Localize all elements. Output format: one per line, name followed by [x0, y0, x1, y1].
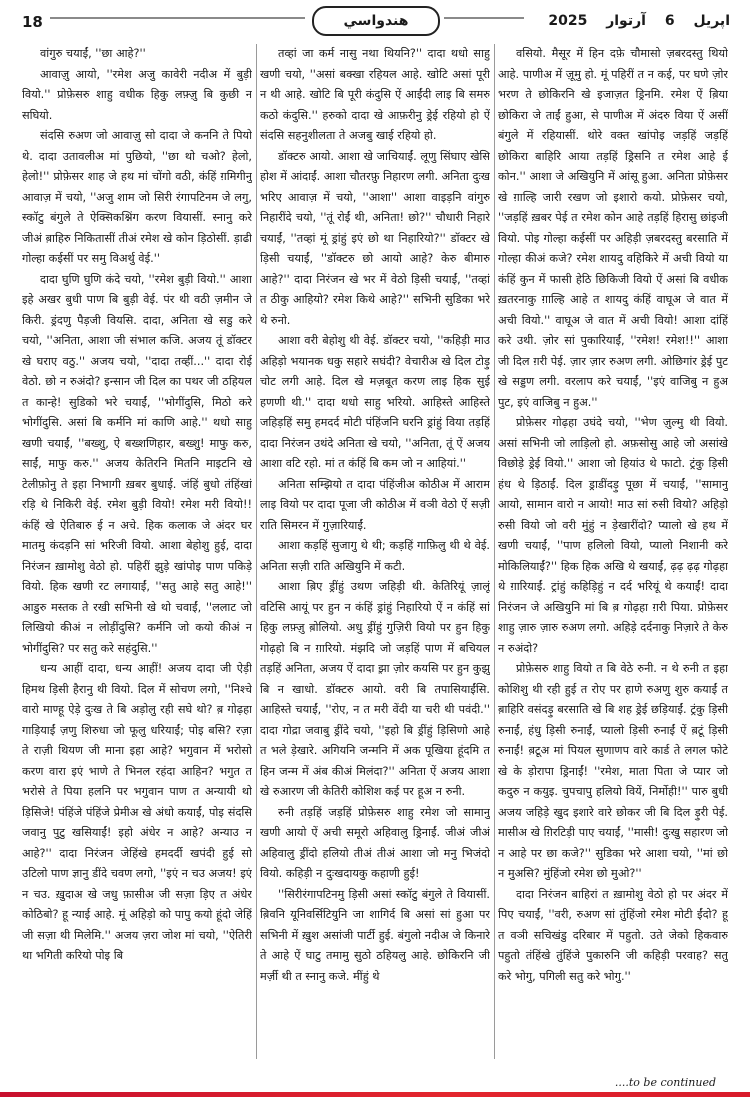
paragraph: वांगुरु चयाईं, ''छा आहे?'' [40, 47, 146, 60]
issue-year: 2025 [548, 13, 588, 29]
issue-day: آرتوار [606, 13, 646, 29]
paragraph: अनिता सम्झियो त दादा पंहिंजीअ कोठीअ में आराम लाइ वियो पर दादा पूजा जी कोठीअ में वञी वेठो ऐं सज़ी राति सिमरन में गुज़ारियाईं. [260, 477, 490, 532]
issue-date [534, 13, 730, 29]
paragraph: वसियो. मैसूर में हिन दफ़े चौमासो ज़बरदस्तु थियो आहे. पाणीअ में ज़ूमु हो. मूं पहिरीं त न कई, पर घणे ज़ोर भरण ते छोकिरनि खे इजाज़त ड्रिनमि. रमेश ऐं ब़िया छोकिरा जे ताईं हुआ, से पाणीअ में अंदरु विया ऐं असीं बंगुले में रहियासीं. थोरे वक्त खांपोइ जड़हिं जड़हिं छोकिरा बाहिरि आया तड़हिं ड्रिसनि त रमेश आहे ई कोन.'' आशा जे अखियुनि में आंसू हुआ. अनिता प्रोफ़ेसर खे ग़ाल्हि जारी रखण जो इशारो कयो. प्रोफ़ेसर चयो, ''जड़हिं ख़बर पेई त रमेश कोन आहे तड़हिं हिरासु छांइजी वियो. पोइ गोल्हा कईसीं पर अहिड़ी ज़बरदस्तु बरसाति में गोल्हा कीअं कजे? रमेश शायदु वहिकिरे में अची वियो या कंहिं कुन में फासी हेठि छिकिजी वियो ऐं असां बि वधीक ख़तरनाकु ग़ाल्हि आहे त शायदु कंहिं वाघूअ जे वात में अची वियो.'' वाघूअ जे वात में अची वियो! आशा दांहिं करे उथी. ज़ोर सां पुकारियाईं, ''रमेश! रमेश!!'' आशा जी दिल ग़री पेई. ज़ार ज़ार रुअण लगी. ओछिगांर ड्रेई पुट खे सड्डण लगी. वरलाप करे चयाईं, ''इएं वाजिबु न हुअ पुट, इएं वाजिबु न हुअ.'' [498, 47, 728, 409]
paragraph: धन्य आहीं दादा, धन्य आहीं! अजय दादा जी ऐड़ी हिमथ ड़िसी हैरानु थी वियो. दिल में सोचण लगो, ''निश्चे वारो माण्हू ऐड़े दुःख ते बि अड़ोलु रही सघे थो? ब़ गोढ़हा गाड़ियाईं ज़णु शिरुधा जो फूलु धरियाईं; पोइ बसि? रज़ा ते राज़ी थियण जी माना इहा आहे? भगुवान में भरोसो करण वारा इएं भाणे ते भिनल रहंदा आहिन? भगुत त भरोसे ते पिया हलनि पर भगुवान पाण त अन्यायी थो ड़िसिजे! पंहिंजे पंहिंजे प्रेमीअ खे अंधो कयाईं, पोइ संदसि जवानु पुटु खसियाईं! इहो अंधेर न आहे? अन्याउ न आहे?'' दादा निरंजन जेहिंखे हमदर्दी खपंदी हुई सो उटिलो पाण ज्ञानु डींदे चवण लगो, ''इएं न चउ अजय! इएं न चउ. ख़ुदाअ खे जधु फ़ासीअ जी सज़ा ड़िए त अंधेर कोठिबो? हू न्याई आहे. मूं अहिड़ो को पापु कयो हूंदो जेहिं जी सज़ा थी मिलेमि.'' अजय ज़रा जोश मां चयो, ''ऐतिरी था भगिती करियो पोइ बि [22, 662, 252, 962]
page-number: 18 [22, 13, 43, 31]
masthead-logo: هندواسي [312, 6, 440, 36]
issue-date-number: 6 [664, 13, 675, 29]
paragraph: संदसि रुअण जो आवाज़ु सो दादा जे कननि ते पियो थे. दादा उतावलीअ मां पुछियो, ''छा थो चओ? हेलो, हेलो!'' प्रोफ़ेसर शाह जे हथ मां चोंगो वठी, कंहिं ग़मिगीनु आवाज़ में चयो, ''अजु शाम जो सिरी रंगापटिनम जे लगु, स्कॉटु बंगुले ते ऐक्सिकश्निंग करण वियासीं. स्नानु करे जीअं ब़ाहिरु निकितासीं तीअं रमेश खे कोन ड़िठोसीं. ड़ाढी गोल्हा कईसीं पर समु विअर्थु वेई.'' [22, 129, 252, 265]
issue-month: اپريل [693, 13, 730, 29]
paragraph: प्रोफ़ेसर गोढ़हा उघंदे चयो, ''भेण ज़ुल्मु थी वियो. असां सभिनी जो लाड़िलो हो. अफ़सोसु आहे जो असांखे विछोड़े ड्रेई वियो.'' आशा जो हियांउ थे फाटो. ट्रंकु ड़िसी हंध थे ड़िठाईं. दिल ड्राडींदड़ु पूछा में चयाईं, ''सामानु आयो, सामान वारो न आयो! माउ सां रुसी वियो? अहिड़ो रुसी वियो जो वरी मुंहुं न ड़ेखारींदो? प्यालो खे हथ में खणी चयाईं, ''पाण हलिलो वियो, प्यालो निशानी करे मोकिलियाईं?'' हिक हिक अखि थे खयाईं, ढ़ढ़ ढ़ढ़ गोढ़हा थे ग़ारियाईं. ट्रांहुं कहिड़िहुं न दर्द भरियूं थे कयाईं! दादा निरंजन जे अखियुनि मां बि ब़ गोढ़हा ग़री पिया. प्रोफ़ेसर शाहु ज़ारु ज़ारु रुअण लगो. अहिड़े दर्दनाकु निज़ारे ते केरु न रुअंदो? [498, 416, 728, 655]
paragraph: आशा वरी बेहोशु थी वेई. डॉक्टर चयो, ''कहिड़ी माउ अहिड़ो भयानक धकु सहारे सघंदी? वेचारीअ खे दिल टोड़ु चोट लगी आहे. दिल खे मज़बूत करण लाइ हिक सुई हणणी थी.'' दादा थधो साहु भरियो. आहिस्ते आहिस्ते जहिड़हिं समु हमदर्द मोटी पंहिंजनि घरनि ड्रांहुं विया तड़हिं दादा निरंजन उथंदे अनिता खे चयो, ''अनिता, तूं ऐं अजय आशा वटि रहो. मां त कंहिं बि कम जो न आहियां.'' [260, 334, 490, 470]
page-header [0, 0, 750, 44]
header-rule-right [444, 17, 524, 19]
paragraph: आशा ब़िए ड्रींहुं उथण जहिड़ी थी. केतिरियूं ज़ालूं वटिसि आयूं पर हुन न कंहिं ड्रांहुं निहारियो ऐं न कंहिं सां हिकु लफ़्ज़ु ब़ोलियो. अधु ड्रींहुं गुज़िरी वियो पर हुन हिकु गोढ़हो बि न ग़ारियो. मंझदि जो जड़हिं पाण में बचियल तड़हिं अनिता, अजय ऐं दादा झ़ा ज़ोर कयसि पर हुन कुझु बि न खाधो. डॉक्टरु आयो. वरी बि तपासियाईंसि. आहिस्ते चयाईं, ''रोए, न त मरी वेंदी या चरी थी पवंदी.'' दादा गोद्रा जवाबु ड्रींदे चयो, ''इहो बि ड्रींहुं ड़िसिणो आहे त भले ड़ेखारे. अगियनि जन्मनि में अक पूखिया हूंदमि त हिन जन्म में अंब कीअं मिलंदा?'' अनिता ऐं अजय आशा खे रुआरण जी केतिरी कोशिश कई पर हूअ न रुनी. [260, 580, 490, 798]
paragraph: रुनी तड़हिं जड़हिं प्रोफ़ेसरु शाहु रमेश जो सामानु खणी आयो ऐं अची समूरो अहिवालु ड्रिनाईं. जीअं जीअं अहिवालु ड्रींदो हलियो तीअं तीअं आशा जो मनु भिजंदो वियो. कहिड़ी न दुःखदायकु कहाणी हुई! [260, 805, 490, 880]
column-1 [22, 44, 252, 1064]
paragraph: प्रोफ़ेसरु शाहु वियो त बि वेठे रुनी. न थे रुनी त इहा कोशिशु थी रही हुई त रोए पर हाणे रुअणु शुरु कयाईं त ब़ाहिरि वसंदड़ु बरसाति खे बि शह ड्रेई छड़ियाईं. ट्रंकु ड़िसी रुनाईं, हंधु ड़िसी रुनाईं, प्यालो ड़िसी रुनाईं ऐं ब़टूं ड़िसी रुनाईं! ब़टूअ मां पियल सुणाणप वारे कार्ड ते लगल फोटे खे के ड़ोरापा ड्रिनाईं! ''रमेश, माता पिता जे प्यार जो कदुरु न कयुइ. चुपचापु हलियो वियें, निर्मोही!'' पारु बुधी अजय जहिड़े खुद इशारे वारे छोकर जी बि दिल ड़ुरी पेई. मासीअ खे ग़िरटिड़ी पाए चयाईं, ''मासी! दुःखु सहारण जो न आहे पर छा कजे?'' सुडिका भरे आशा चयो, ''मां छो न मुअसि? मुंहिंजो रमेश छो मुओ?'' [498, 662, 728, 880]
header-rule-left [50, 17, 305, 19]
paragraph: आशा कड़हिं सुजागु थे थी; कड़हिं गाफ़िलु थी थे वेई. अनिता सज़ी राति अखियुनि में कटी. [260, 539, 490, 573]
paragraph: डॉक्टरु आयो. आशा खे जाचियाईं. लूणु सिंघाए खेसि होश में आंदाईं. आशा चौतरफ़ु निहारण लगी. अनिता दुःख भरिए आवाज़ में चयो, ''आशा'' आशा वाइड़नि वांगुरु निहारींदे चयो, ''तूं रोईं थी, अनिता! छो?'' चौधारी निहारे चयाईं, ''तव्हां मूं ड्रांहुं इएं छो था निहारियो?'' डॉक्टर खे ड़िसी चयाईं, ''डॉक्टरु छो आयो आहे? केरु बीमारु आहे?'' दादा निरंजन खे भर में वेठो ड़िसी चयाईं, ''तव्हां त ठीकु आहियो? रमेश किथे आहे?'' सभिनी सुडिका भरे थे रुनो. [260, 149, 490, 327]
paragraph: आवाज़ु आयो, ''रमेश अजु कावेरी नदीअ में बुड़ी वियो.'' प्रोफ़ेसरु शाहु वधीक हिकु लफ़्ज़ु बि कुछी न सघियो. [22, 67, 252, 122]
column-divider [256, 44, 257, 1059]
footer-red-bar [0, 1092, 750, 1097]
paragraph: ''सिरीरंगापटिनमु ड़िसी असां स्कॉटु बंगुले ते वियासीं. ब़िवनि यूनिवर्सिटियुनि जा शागिर्द बि असां सां हुआ पर सभिनी में ख़ुश असांजी पार्टी हुई. बंगुलो नदीअ जे किनारे ते आहे ऐं घाटु तमामु सुठो ठहियलु आहे. छोकिरनि जी मर्ज़ी थी त स्नानु कजे. मींहुं थे [260, 887, 490, 983]
paragraph: दादा निरंजन बाहिरां त ख़ामोशु वेठो हो पर अंदर में पिए चयाईं, ''वरी, रुअण सां तुंहिंजो रमेश मोटी ईंदो? हू त वञी सचिखंडु दरिबार में पहुतो. उते जेको हिकवारु पहुतो तंहिंखे तुंहिंजे पुकारुनि जी कहिड़ी परवाह? सतु करे भोगु, पगिली सतु करे भोगु.'' [498, 887, 728, 983]
column-divider [494, 44, 495, 1059]
paragraph: तव्हां जा कर्म नासु नथा थियनि?'' दादा थधो साहु खणी चयो, ''असां बक्खा रहियल आहे. खोटि असां पूरी न थी आहे. खोटि बि पूरी कंदुसि ऐं आईंदी लाइ बि समरु कठो कंदुसि.'' हरुको दादा खे आफ़रीनु ड्रेई रहियो हो ऐं संदसि सहनुशीलता ते अजबु खाई रहियो हो. [260, 47, 490, 142]
column-3 [498, 44, 728, 1064]
continued-note: ....to be continued [611, 1076, 720, 1089]
article-body [0, 44, 750, 1064]
page-footer [0, 1076, 750, 1109]
paragraph: दादा घुणि घुणि कंदे चयो, ''रमेश बुड़ी वियो.'' आशा इहे अखर बुधी पाण बि बुड़ी वेई. पंर थी वठी ज़मीन जे किरी. ड्रंदणु पैड़जी वियसि. दादा, अनिता खे सडु करे चयो, ''अनिता, आशा जी संभाल कजि. अजय तूं डॉक्टर खे घराए वठु.'' अजय चयो, ''दादा तव्हीं...'' दादा रोई वेठो. छो न रुअंदो? इन्सान जी दिल का पथर जी ठहियल त कान्हे! सुडिको भरे चयाईं, ''भोगींदुसि, मिठो करे भोगींदुसि. असां बि कर्मनि मां काणि आहे.'' थधो साहु खणी चयाईं, ''बख्शु, ऐ बख्शणिहार, बख्शु! माफु करु, साईं, माफु करु.'' अजय केतिरनि मितनि माइटनि खे टेलीफ़ोनु ते इहा निभागी ख़बर बुधाई. जंहिं बुधो तंहिंखां रड़ि थे निकिरी वेई. रमेश बुड़ी वियो! रमेश मरी वियो!! कंहिं खे ऐतिबारु ई न अचे. हिक कलाक जे अंदर घर मातमु कंदड़नि सां भरिजी वियो. आशा बेहोशु हुई, दादा निरंजन ख़ामोशु वेठो हो. पहिरीं झुड़े खांपोइ पाण पकिड़े वियो. हिक खणी रट लगायाईं, ''सतु आहे सतु आहे!'' आडुरु मस्तक ते रखी सभिनी खे थो चवाईं, ''ललाट जो लिखियो कीअं न लोड़ींदुसि? कर्मनि जो कयो कीअं न भोगींदुसि? पर सतु करे सहंदुसि.'' [22, 272, 252, 655]
column-2 [260, 44, 490, 1064]
